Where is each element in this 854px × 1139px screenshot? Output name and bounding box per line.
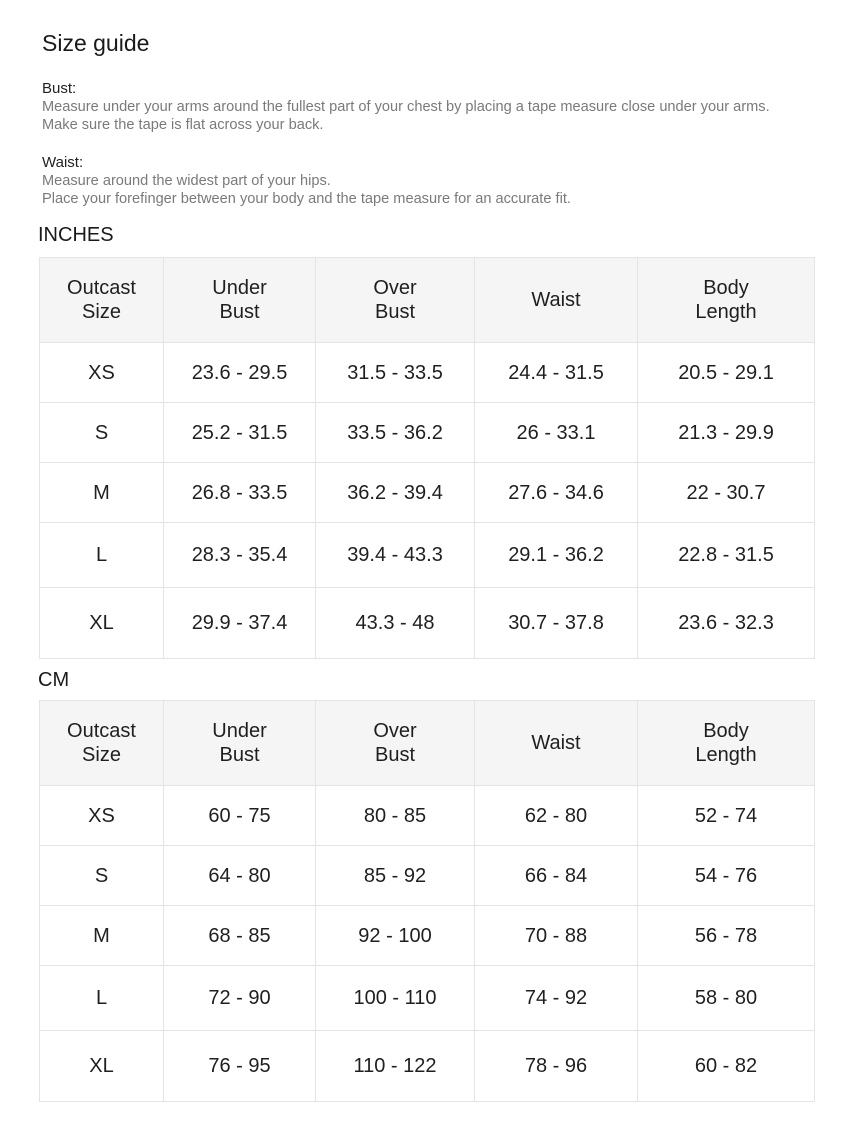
bust-text-line: Measure under your arms around the fullest part of your chest by placing a tape measure close under your arms.	[42, 99, 770, 115]
waist-cell: 62 - 80	[475, 786, 638, 846]
cm-size-table	[39, 700, 815, 1102]
header-body-length: Body Length	[638, 258, 815, 343]
waist-cell: 74 - 92	[475, 966, 638, 1031]
table-row	[40, 403, 815, 463]
inches-unit-label: INCHES	[38, 224, 114, 246]
waist-cell: 29.1 - 36.2	[475, 523, 638, 588]
waist-cell: 78 - 96	[475, 1031, 638, 1102]
table-row	[40, 1031, 815, 1102]
under-bust-cell: 60 - 75	[164, 786, 316, 846]
header-waist: Waist	[475, 258, 638, 343]
header-outcast-size: Outcast Size	[40, 258, 164, 343]
table-row	[40, 588, 815, 659]
size-cell: L	[40, 966, 164, 1031]
over-bust-cell: 110 - 122	[316, 1031, 475, 1102]
bust-label: Bust:	[42, 80, 77, 97]
under-bust-cell: 29.9 - 37.4	[164, 588, 316, 659]
page-title: Size guide	[42, 30, 150, 56]
size-cell: L	[40, 523, 164, 588]
under-bust-cell: 26.8 - 33.5	[164, 463, 316, 523]
over-bust-cell: 43.3 - 48	[316, 588, 475, 659]
header-outcast-size: Outcast Size	[40, 701, 164, 786]
waist-cell: 66 - 84	[475, 846, 638, 906]
under-bust-cell: 23.6 - 29.5	[164, 343, 316, 403]
body-length-cell: 54 - 76	[638, 846, 815, 906]
body-length-cell: 58 - 80	[638, 966, 815, 1031]
waist-cell: 27.6 - 34.6	[475, 463, 638, 523]
under-bust-cell: 76 - 95	[164, 1031, 316, 1102]
header-over-bust: Over Bust	[316, 701, 475, 786]
body-length-cell: 22 - 30.7	[638, 463, 815, 523]
under-bust-cell: 28.3 - 35.4	[164, 523, 316, 588]
body-length-cell: 20.5 - 29.1	[638, 343, 815, 403]
over-bust-cell: 31.5 - 33.5	[316, 343, 475, 403]
table-row	[40, 846, 815, 906]
bust-text-line: Make sure the tape is flat across your back.	[42, 117, 324, 133]
over-bust-cell: 36.2 - 39.4	[316, 463, 475, 523]
waist-cell: 24.4 - 31.5	[475, 343, 638, 403]
size-cell: XS	[40, 786, 164, 846]
waist-label: Waist:	[42, 154, 84, 171]
body-length-cell: 60 - 82	[638, 1031, 815, 1102]
under-bust-cell: 64 - 80	[164, 846, 316, 906]
under-bust-cell: 72 - 90	[164, 966, 316, 1031]
bust-instructions	[42, 80, 832, 134]
table-header-row	[40, 258, 815, 343]
waist-cell: 70 - 88	[475, 906, 638, 966]
over-bust-cell: 33.5 - 36.2	[316, 403, 475, 463]
table-row	[40, 966, 815, 1031]
body-length-cell: 21.3 - 29.9	[638, 403, 815, 463]
body-length-cell: 52 - 74	[638, 786, 815, 846]
table-row	[40, 786, 815, 846]
header-over-bust: Over Bust	[316, 258, 475, 343]
waist-instructions	[42, 154, 832, 208]
table-row	[40, 906, 815, 966]
body-length-cell: 23.6 - 32.3	[638, 588, 815, 659]
over-bust-cell: 100 - 110	[316, 966, 475, 1031]
over-bust-cell: 85 - 92	[316, 846, 475, 906]
over-bust-cell: 39.4 - 43.3	[316, 523, 475, 588]
size-cell: M	[40, 906, 164, 966]
header-under-bust: Under Bust	[164, 701, 316, 786]
over-bust-cell: 80 - 85	[316, 786, 475, 846]
size-cell: XL	[40, 588, 164, 659]
waist-cell: 26 - 33.1	[475, 403, 638, 463]
header-waist: Waist	[475, 701, 638, 786]
over-bust-cell: 92 - 100	[316, 906, 475, 966]
size-cell: XL	[40, 1031, 164, 1102]
inches-size-table	[39, 257, 815, 659]
size-cell: M	[40, 463, 164, 523]
size-cell: S	[40, 846, 164, 906]
table-row	[40, 343, 815, 403]
body-length-cell: 56 - 78	[638, 906, 815, 966]
body-length-cell: 22.8 - 31.5	[638, 523, 815, 588]
table-row	[40, 463, 815, 523]
waist-text-line: Measure around the widest part of your hips.	[42, 173, 331, 189]
header-body-length: Body Length	[638, 701, 815, 786]
waist-text-line: Place your forefinger between your body and the tape measure for an accurate fit.	[42, 191, 571, 207]
size-cell: XS	[40, 343, 164, 403]
under-bust-cell: 68 - 85	[164, 906, 316, 966]
table-row	[40, 523, 815, 588]
table-header-row	[40, 701, 815, 786]
cm-unit-label: CM	[38, 669, 70, 691]
under-bust-cell: 25.2 - 31.5	[164, 403, 316, 463]
waist-cell: 30.7 - 37.8	[475, 588, 638, 659]
header-under-bust: Under Bust	[164, 258, 316, 343]
size-cell: S	[40, 403, 164, 463]
